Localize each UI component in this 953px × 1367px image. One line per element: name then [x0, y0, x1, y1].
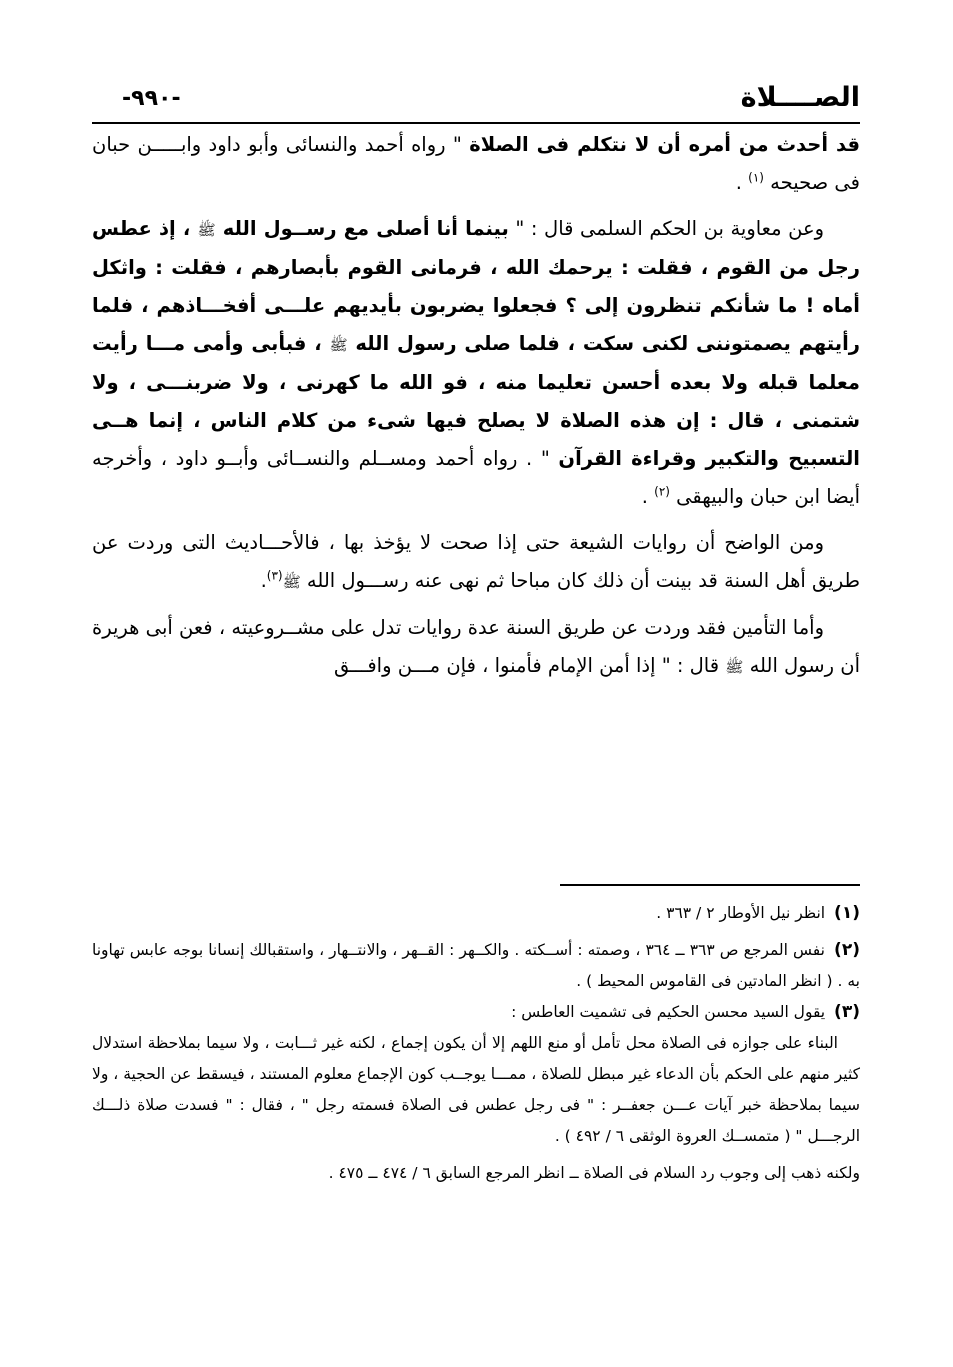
footnote-3-body: البناء على جوازه فى الصلاة محل تأمل أو منع اللهم إلا أن يكون إجماع ، لكنه غير ثـــابت ، ولا سيما بملاحظة استدلال كثير منهم على الحكم بأن الدعاء غير مبطل للصلاة ، ممـــا يوجــب كون الإجماع معلوم المستند ، فيسقط عن الحجية ، ولا سيما بملاحظة خبر آيات عـــن جعفــر : " فى رجل عطس فى الصلاة فسمته رجل " ، فقال : " فسدت صلاة ذلـــك الرجـــل " ( متمســك العروة الوثقى ٦ / ٤٩٢ ) . — [92, 1034, 860, 1145]
page-header — [92, 78, 860, 124]
paragraph-text: ومن الواضح أن روايات الشيعة حتى إذا صحت لا يؤخذ بها ، فالأحـــاديث التى وردت عن طريق أهل السنة قد بينت أن ذلك كان مباحا ثم نهى عنه رســـول الله — [92, 531, 860, 592]
footnote-number: (٣) — [834, 1002, 860, 1022]
salawat-symbol: ﷺ — [725, 658, 744, 676]
main-text — [92, 126, 860, 694]
footnote-3 — [92, 997, 860, 1028]
hadith-text: بينما أنا أصلى مع رســول الله — [215, 217, 509, 240]
footnote-divider — [560, 884, 860, 886]
hadith-text: ، إذ عطس رجل من القوم ، فقلت : يرحمك الله ، فرمانى القوم بأبصارهم ، فقلت : واثكل أماه ! ما شأنكم تنظرون إلى ؟ فجعلوا يضربون بأيديهم علـــى أفخـــاذهم ، فلما رأيتهم يصمتوننى لكنى سكت ، فلما صلى رسول الله — [92, 217, 860, 355]
paragraph-text: وأما التأمين فقد وردت عن طريق السنة عدة روايات تدل على مشــروعيته ، فعن أبى هريرة أن رسول الله — [92, 616, 860, 677]
footnote-text: يقول السيد محسن الحكيم فى تشميت العاطس : — [511, 1003, 831, 1021]
footnote-number: (١) — [834, 903, 860, 923]
footnote-ref-2: (٢) — [654, 484, 670, 499]
chapter-title: الصــــلاة — [740, 82, 860, 113]
paragraph-text: وعن معاوية بن الحكم السلمى قال : " — [508, 217, 825, 240]
footnote-ref-3: (٣) — [266, 568, 283, 583]
footnote-1 — [92, 898, 860, 929]
paragraph-text: " رواه أحمد والنسائى وأبو داود وابـــــن حبان فى صحيحه — [92, 133, 860, 194]
paragraph-3 — [92, 524, 860, 601]
salawat-symbol: ﷺ — [197, 221, 216, 239]
paragraph-2 — [92, 210, 860, 516]
paragraph-text: . — [735, 171, 749, 194]
paragraph-1 — [92, 126, 860, 202]
footnote-3-last: ولكنه ذهب إلى وجوب رد السلام فى الصلاة ــ انظر المرجع السابق ٦ / ٤٧٤ ــ ٤٧٥ . — [328, 1164, 860, 1182]
footnote-2 — [92, 935, 860, 997]
footnote-number: (٢) — [834, 940, 860, 960]
page-number: -٩٩٠- — [122, 86, 181, 111]
hadith-text: ، فبأبى وأمى مـــا رأيت معلما قبله ولا بعده أحسن تعليما منه ، فو الله ما كهرنى ، ولا ضربنـــى ، ولا شتمنى ، قال : إن هذه الصلاة لا يصلح فيها شىء من كلام الناس ، إنما هــى التسبيح والتكبير وقراءة القرآن — [92, 332, 860, 470]
paragraph-4 — [92, 609, 860, 686]
footnote-text: انظر نيل الأوطار ٢ / ٣٦٣ . — [656, 904, 831, 922]
paragraph-text: . — [641, 485, 655, 508]
hadith-text: قد أحدث من أمره أن لا نتكلم فى الصلاة — [469, 133, 860, 156]
paragraph-text: . — [260, 569, 267, 592]
salawat-symbol: ﷺ — [282, 573, 301, 591]
footnote-text: نفس المرجع ص ٣٦٣ ــ ٣٦٤ ، وصمته : أســكته . والكــهر : القــهر ، والانتــهار ، واستقبالك إنسانا بوجه عابس تهاونا به . ( انظر المادتين فى القاموس المحيط ) . — [92, 941, 860, 990]
footnote-ref-1: (١) — [748, 170, 764, 185]
salawat-symbol: ﷺ — [329, 336, 348, 354]
paragraph-text: قال : " إذا أمن الإمام فأمنوا ، فإن مـــن وافـــق — [333, 654, 726, 677]
paragraph-text: " . رواه أحمد ومســلم والنســائى وأبــو داود ، وأخرجه أيضا ابن حبان والبيهقى — [92, 447, 860, 508]
footnotes — [92, 898, 860, 1189]
